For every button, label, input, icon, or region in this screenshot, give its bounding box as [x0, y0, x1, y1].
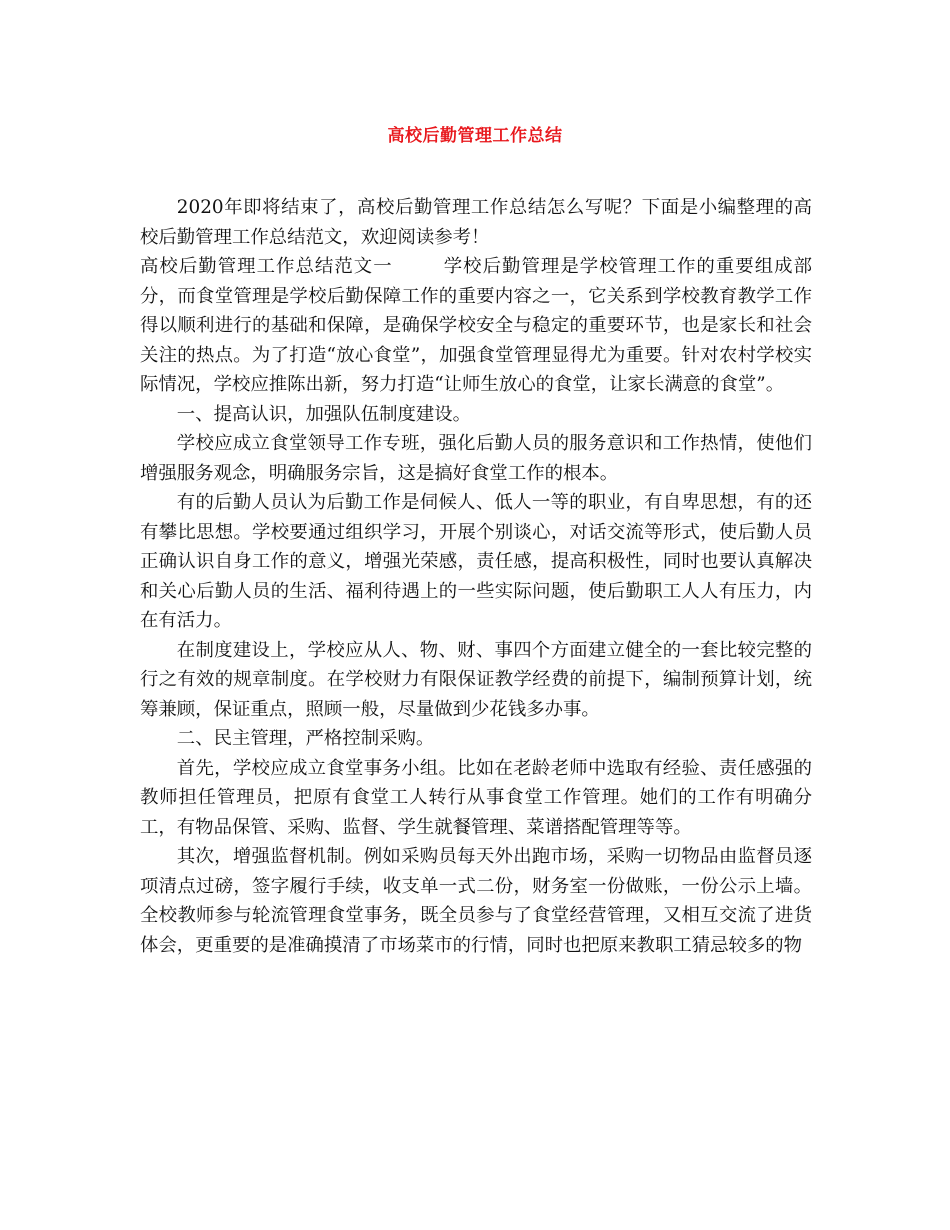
sample-label: 高校后勤管理工作总结范文一 — [140, 256, 393, 277]
section-heading-2: 二、民主管理，严格控制采购。 — [176, 728, 435, 749]
document-body — [140, 193, 812, 960]
sample-first-paragraph — [140, 252, 812, 400]
section1-paragraph-1: 学校应成立食堂领导工作专班，强化后勤人员的服务意识和工作热情，使他们增强服务观念，明确服务宗旨，这是搞好食堂工作的根本。 — [140, 433, 812, 484]
section2-paragraph-2: 其次，增强监督机制。例如采购员每天外出跑市场，采购一切物品由监督员逐项清点过磅，签字履行手续，收支单一式二份，财务室一份做账，一份公示上墙。全校教师参与轮流管理食堂事务，既全员参与了食堂经营管理，又相互交流了进货体会，更重要的是准确摸清了市场菜市的行情，同时也把原来教职工猜忌较多的物 — [140, 846, 812, 956]
section1-paragraph-2: 有的后勤人员认为后勤工作是伺候人、低人一等的职业，有自卑思想，有的还有攀比思想。学校要通过组织学习，开展个别谈心，对话交流等形式，使后勤人员正确认识自身工作的意义，增强光荣感，责任感，提高积极性，同时也要认真解决和关心后勤人员的生活、福利待遇上的一些实际问题，使后勤职工人人有压力，内在有活力。 — [140, 492, 812, 631]
intro-paragraph: 2020年即将结束了，高校后勤管理工作总结怎么写呢？下面是小编整理的高校后勤管理工作总结范文，欢迎阅读参考！ — [140, 197, 812, 248]
document-title: 高校后勤管理工作总结 — [387, 126, 563, 146]
section1-paragraph-3: 在制度建设上，学校应从人、物、财、事四个方面建立健全的一套比较完整的行之有效的规章制度。在学校财力有限保证教学经费的前提下，编制预算计划，统筹兼顾，保证重点，照顾一般，尽量做到少花钱多办事。 — [140, 639, 812, 720]
sample-first-text: 学校后勤管理是学校管理工作的重要组成部分，而食堂管理是学校后勤保障工作的重要内容之一，它关系到学校教育教学工作得以顺利进行的基础和保障，是确保学校安全与稳定的重要环节，也是家长和社会关注的热点。为了打造“放心食堂”，加强食堂管理显得尤为重要。针对农村学校实际情况，学校应推陈出新，努力打造“让师生放心的食堂，让家长满意的食堂”。 — [140, 256, 812, 395]
section2-paragraph-1: 首先，学校应成立食堂事务小组。比如在老龄老师中选取有经验、责任感强的教师担任管理员，把原有食堂工人转行从事食堂工作管理。她们的工作有明确分工，有物品保管、采购、监督、学生就餐管理、菜谱搭配管理等等。 — [140, 757, 812, 838]
section-heading-1: 一、提高认识，加强队伍制度建设。 — [176, 403, 472, 425]
